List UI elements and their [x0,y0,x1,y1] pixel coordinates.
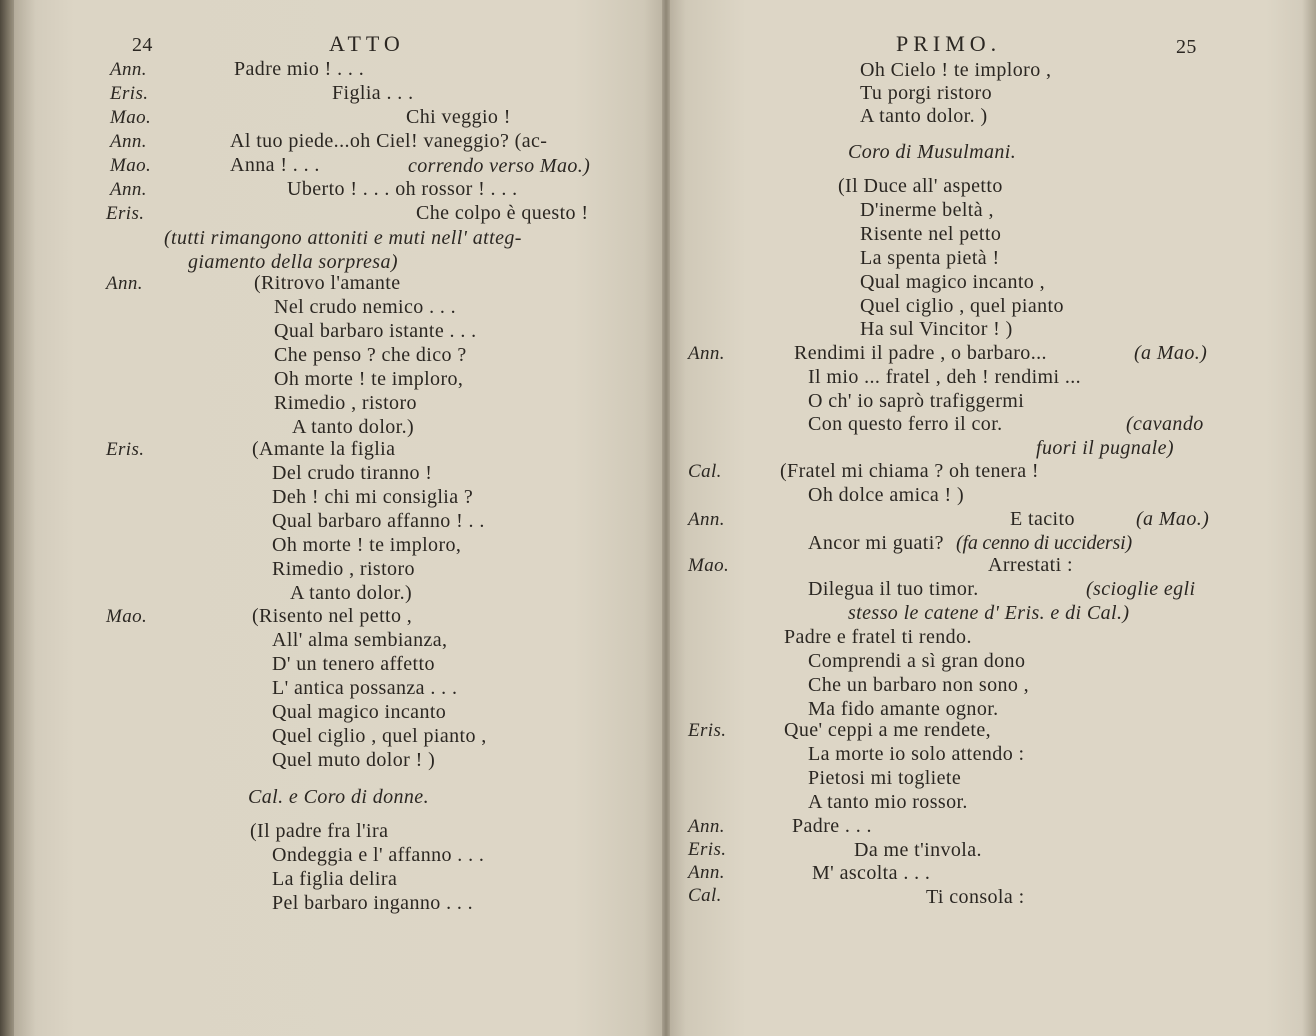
verse-line: Pietosi mi togliete [808,767,962,789]
speaker-label: Mao. [688,555,730,576]
verse-line: Rendimi il padre , o barbaro... [794,342,1047,364]
verse-line: Nel crudo nemico . . . [274,296,457,318]
speaker-label: Eris. [106,439,145,460]
page-number: 24 [132,34,153,56]
verse-line: Che colpo è questo ! [416,202,589,224]
chorus-heading: Cal. e Coro di donne. [248,786,429,808]
verse-line: Quel muto dolor ! ) [272,749,436,771]
chorus-heading: Coro di Musulmani. [848,141,1017,163]
stage-direction: (fa cenno di uccidersi) [956,532,1132,554]
verse-line: Quel ciglio , quel pianto [860,295,1064,317]
stage-direction: correndo verso Mao.) [408,155,591,177]
left-page [14,0,666,1036]
stage-direction: (tutti rimangono attoniti e muti nell' atteg- [164,227,522,249]
stage-direction: fuori il pugnale) [1036,437,1174,459]
speaker-label: Ann. [110,131,147,152]
stage-direction: (a Mao.) [1136,508,1210,530]
verse-line: (Il Duce all' aspetto [838,175,1003,197]
verse-line: Rimedio , ristoro [274,392,417,414]
speaker-label: Eris. [688,720,727,741]
verse-line: Pel barbaro inganno . . . [272,892,474,914]
running-head: PRIMO. [896,31,1002,56]
verse-line: Ma fido amante ognor. [808,698,999,720]
speaker-label: Mao. [110,107,152,128]
book-gutter [662,0,670,1036]
verse-line: Da me t'invola. [854,839,982,861]
speaker-label: Cal. [688,885,722,906]
verse-line: Del crudo tiranno ! [272,462,433,484]
verse-line: D' un tenero affetto [272,653,435,675]
verse-line: Padre e fratel ti rendo. [784,626,972,648]
stage-direction: (scioglie egli [1086,578,1196,600]
verse-line: (Il padre fra l'ira [250,820,389,842]
stage-direction: giamento della sorpresa) [188,251,398,273]
verse-line: Oh dolce amica ! ) [808,484,965,506]
running-head: ATTO [329,31,405,56]
verse-line: A tanto mio rossor. [808,791,968,813]
verse-line: Figlia . . . [332,82,414,104]
page-number: 25 [1176,36,1197,58]
verse-line: Risente nel petto [860,223,1002,245]
verse-line: Oh Cielo ! te imploro , [860,59,1052,81]
verse-line: Il mio ... fratel , deh ! rendimi ... [808,366,1082,388]
stage-direction: stesso le catene d' Eris. e di Cal.) [848,602,1130,624]
verse-line: Oh morte ! te imploro, [274,368,464,390]
verse-line: Deh ! chi mi consiglia ? [272,486,474,508]
verse-line: La morte io solo attendo : [808,743,1025,765]
verse-line: L' antica possanza . . . [272,677,458,699]
verse-line: Qual barbaro affanno ! . . [272,510,485,532]
stage-direction: (a Mao.) [1134,342,1208,364]
verse-line: Chi veggio ! [406,106,511,128]
verse-line: All' alma sembianza, [272,629,448,651]
verse-line: Al tuo piede...oh Ciel! vaneggio? (ac- [230,130,548,152]
verse-line: Che penso ? che dico ? [274,344,467,366]
speaker-label: Cal. [688,461,722,482]
verse-line: Qual magico incanto , [860,271,1046,293]
speaker-label: Ann. [110,179,147,200]
speaker-label: Ann. [106,273,143,294]
verse-line: A tanto dolor. ) [860,105,988,127]
speaker-label: Ann. [688,343,725,364]
stage-direction: (cavando [1126,413,1204,435]
verse-line: Oh morte ! te imploro, [272,534,462,556]
speaker-label: Mao. [106,606,148,627]
verse-line: La figlia delira [272,868,398,890]
verse-line: Ondeggia e l' affanno . . . [272,844,485,866]
speaker-label: Eris. [110,83,149,104]
speaker-label: Ann. [688,816,725,837]
speaker-label: Eris. [106,203,145,224]
verse-line: (Amante la figlia [252,438,396,460]
verse-line: Tu porgi ristoro [860,82,992,104]
verse-line: Padre mio ! . . . [234,58,365,80]
verse-line: Ti consola : [926,886,1025,908]
verse-line: (Risento nel petto , [252,605,413,627]
verse-line: Rimedio , ristoro [272,558,415,580]
right-page [666,0,1316,1036]
speaker-label: Ann. [688,862,725,883]
verse-line: Anna ! . . . [230,154,320,176]
verse-line: (Fratel mi chiama ? oh tenera ! [780,460,1039,482]
verse-line: E tacito [1010,508,1075,530]
verse-line: Dilegua il tuo timor. [808,578,979,600]
verse-line: Padre . . . [792,815,872,837]
verse-line: Qual magico incanto [272,701,447,723]
verse-line: (Ritrovo l'amante [254,272,401,294]
verse-line: Arrestati : [988,554,1073,576]
verse-line: Que' ceppi a me rendete, [784,719,991,741]
verse-line: O ch' io saprò trafiggermi [808,390,1025,412]
verse-line: Qual barbaro istante . . . [274,320,477,342]
speaker-label: Eris. [688,839,727,860]
speaker-label: Ann. [688,509,725,530]
verse-line: Comprendi a sì gran dono [808,650,1026,672]
verse-line: Che un barbaro non sono , [808,674,1030,696]
verse-line: Quel ciglio , quel pianto , [272,725,487,747]
verse-line: M' ascolta . . . [812,862,931,884]
verse-line: La spenta pietà ! [860,247,1000,269]
verse-line: D'inerme beltà , [860,199,994,221]
verse-line: Ha sul Vincitor ! ) [860,318,1013,340]
speaker-label: Mao. [110,155,152,176]
verse-line: Ancor mi guati? [808,532,944,554]
speaker-label: Ann. [110,59,147,80]
verse-line: Uberto ! . . . oh rossor ! . . . [287,178,518,200]
verse-line: A tanto dolor.) [290,582,413,604]
verse-line: Con questo ferro il cor. [808,413,1003,435]
verse-line: A tanto dolor.) [292,416,415,438]
